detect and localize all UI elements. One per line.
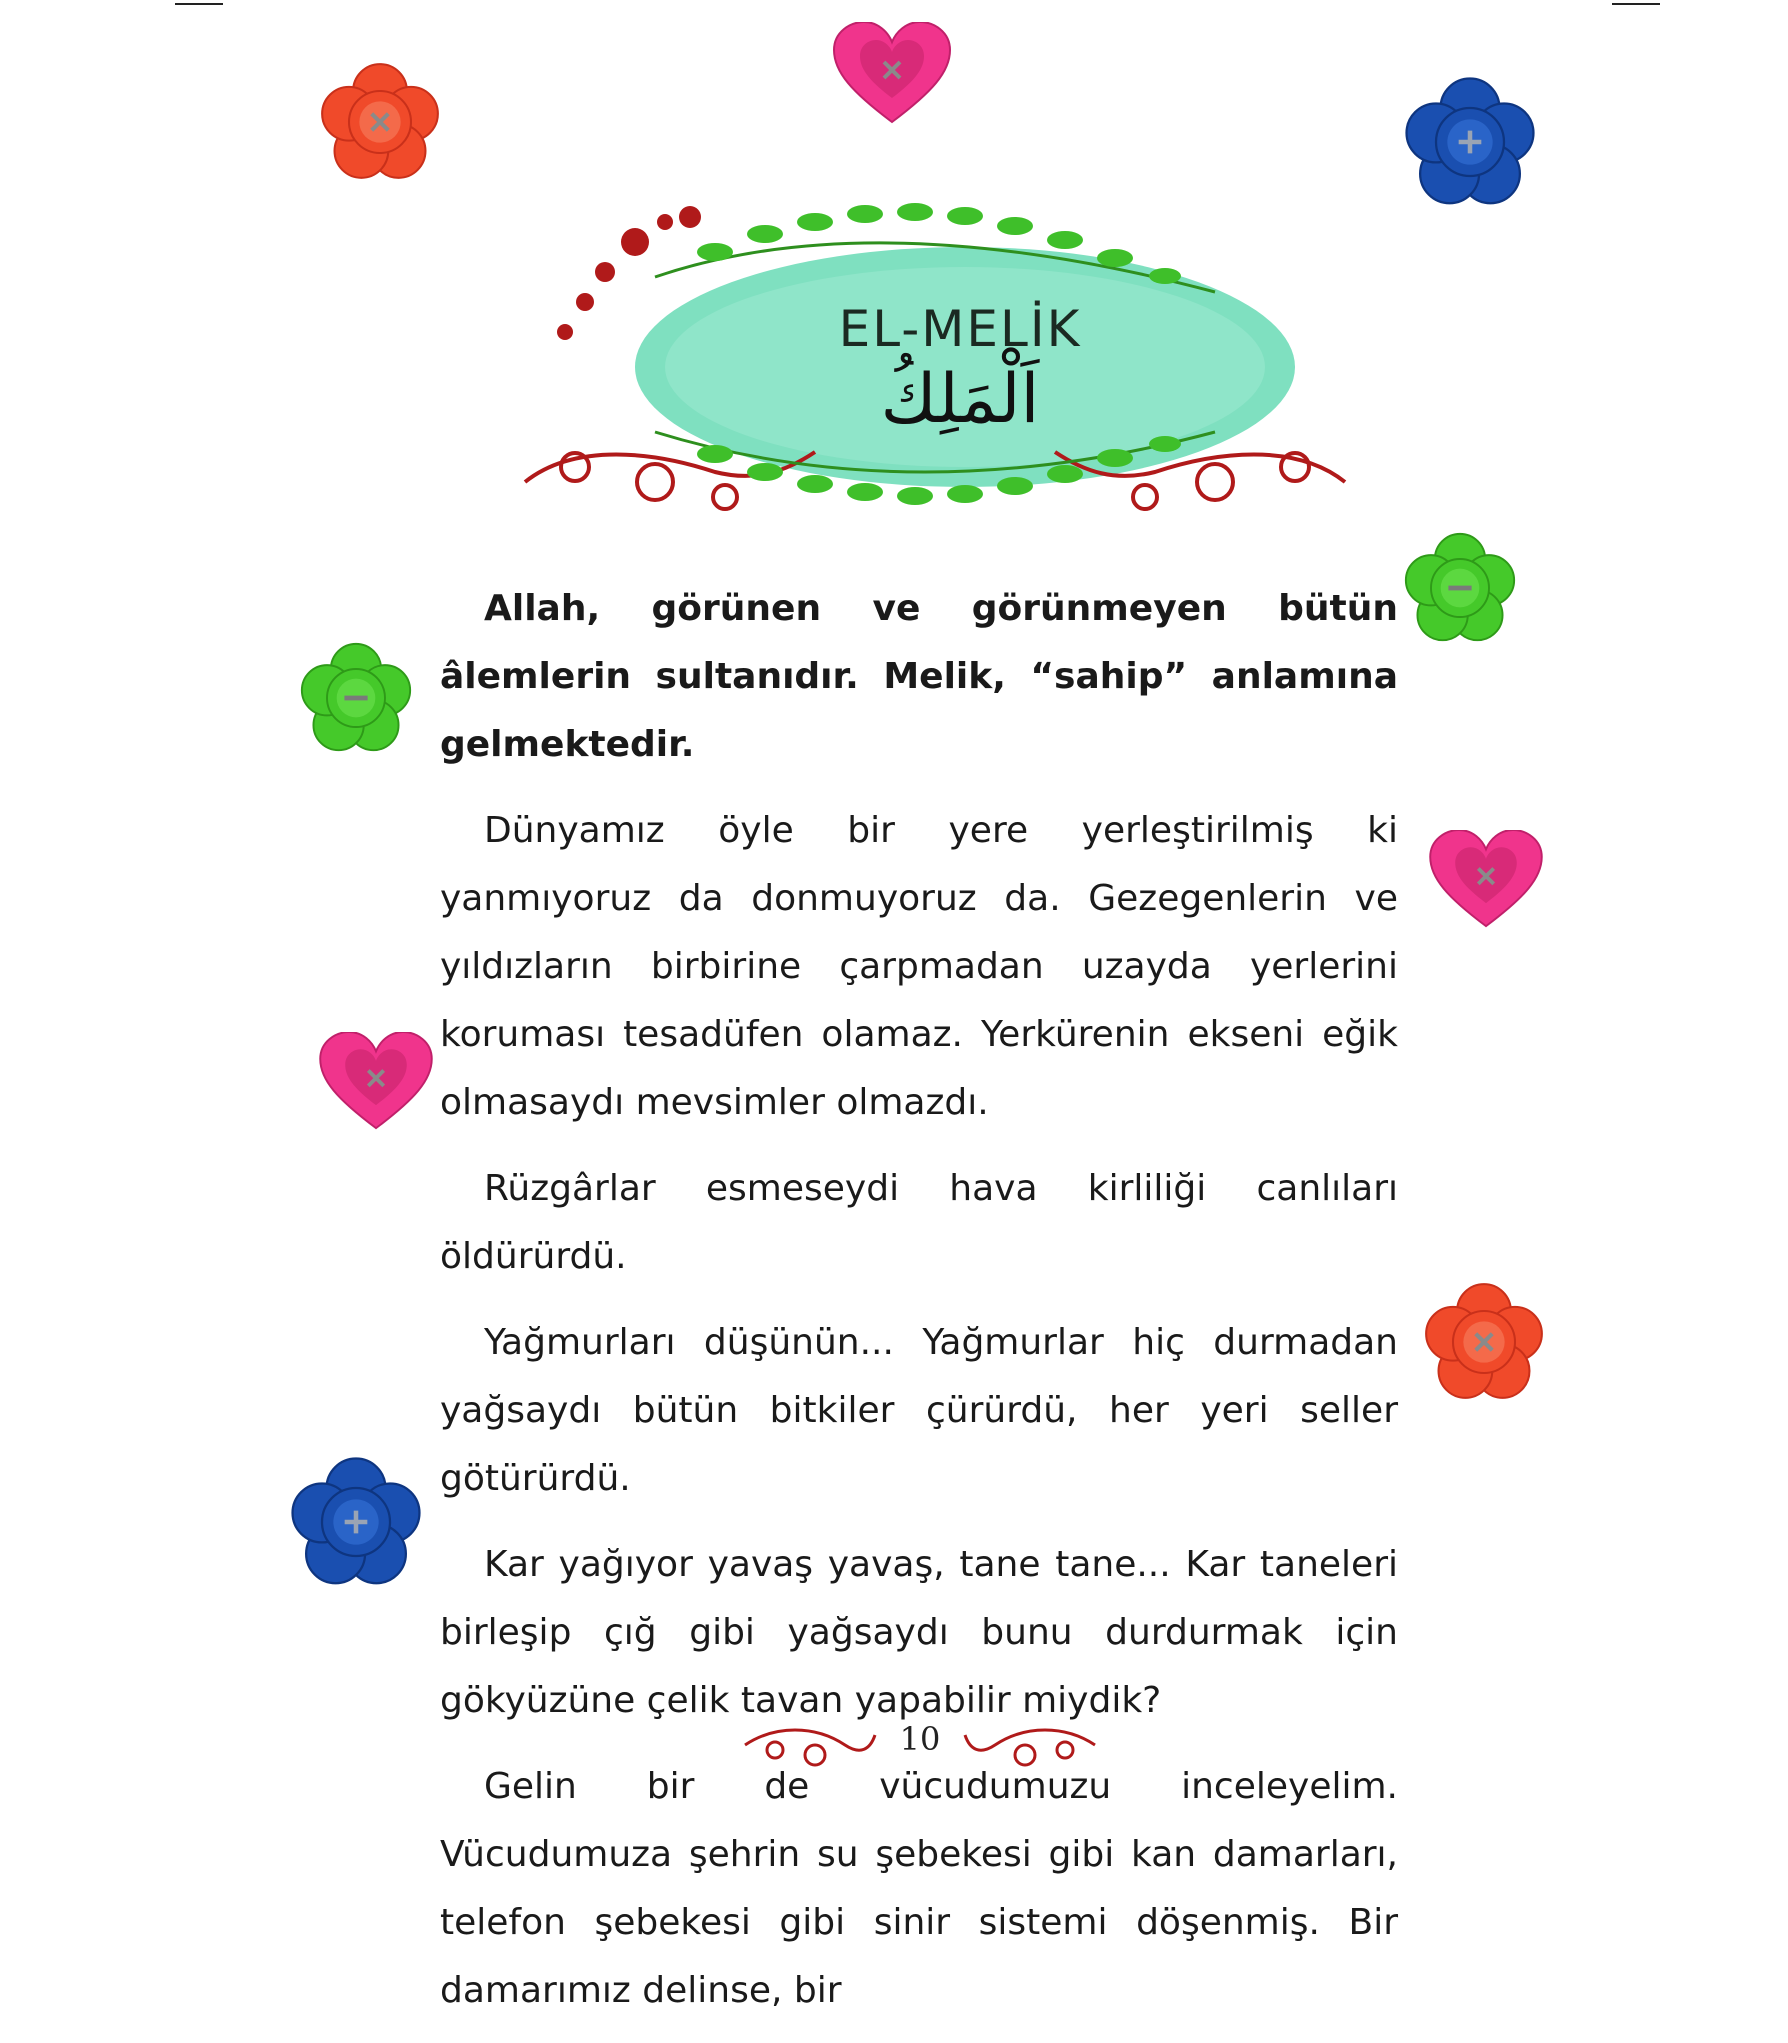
red-flower-button-icon — [318, 60, 442, 184]
green-flower-button-icon — [1402, 530, 1518, 646]
paragraph: Rüzgârlar esmeseydi hava kirliliği canlıları öldürürdü. — [440, 1168, 1398, 1277]
paragraph: Yağmurları düşünün... Yağmurlar hiç durmadan yağsaydı bütün bitkiler çürürdü, her yeri seller götürürdü. — [440, 1322, 1398, 1499]
arabic-title: اَلْمَلِكُ — [880, 360, 1040, 439]
blue-flower-button-icon — [1402, 74, 1538, 210]
crop-mark-right — [1612, 3, 1660, 5]
pink-heart-button-icon — [318, 1032, 434, 1132]
page-title: EL-MELİK — [838, 300, 1082, 358]
paragraph: Dünyamız öyle bir yere yerleştirilmiş ki yanmıyoruz da donmuyoruz da. Gezegenlerin ve yıldızların birbirine çarpmadan uzayda yerlerini koruması tesadüfen olamaz. Yerkürenin ekseni eğik olmasaydı mevsimler olmazdı. — [440, 810, 1398, 1123]
blue-flower-button-icon — [288, 1454, 424, 1590]
green-flower-button-icon — [298, 640, 414, 756]
pink-heart-button-icon — [1428, 830, 1544, 930]
body-text — [440, 575, 1398, 2043]
lead-paragraph: Allah, görünen ve görünmeyen bütün âlemlerin sultanıdır. Melik, “sahip” anlamına gelmektedir. — [440, 588, 1398, 765]
paragraph: Kar yağıyor yavaş yavaş, tane tane... Kar taneleri birleşip çığ gibi yağsaydı bunu durdurmak için gökyüzüne çelik tavan yapabilir miydik? — [440, 1544, 1398, 1721]
crop-mark-left — [175, 3, 223, 5]
pink-heart-button-icon — [832, 22, 952, 126]
paragraph: Gelin bir de vücudumuzu inceleyelim. Vücudumuza şehrin su şebekesi gibi kan damarları, telefon şebekesi gibi sinir sistemi döşenmiş. Bir damarımız delinse, bir — [440, 1766, 1398, 2011]
red-flower-button-icon — [1422, 1280, 1546, 1404]
page-number: 10 — [899, 1720, 941, 1758]
